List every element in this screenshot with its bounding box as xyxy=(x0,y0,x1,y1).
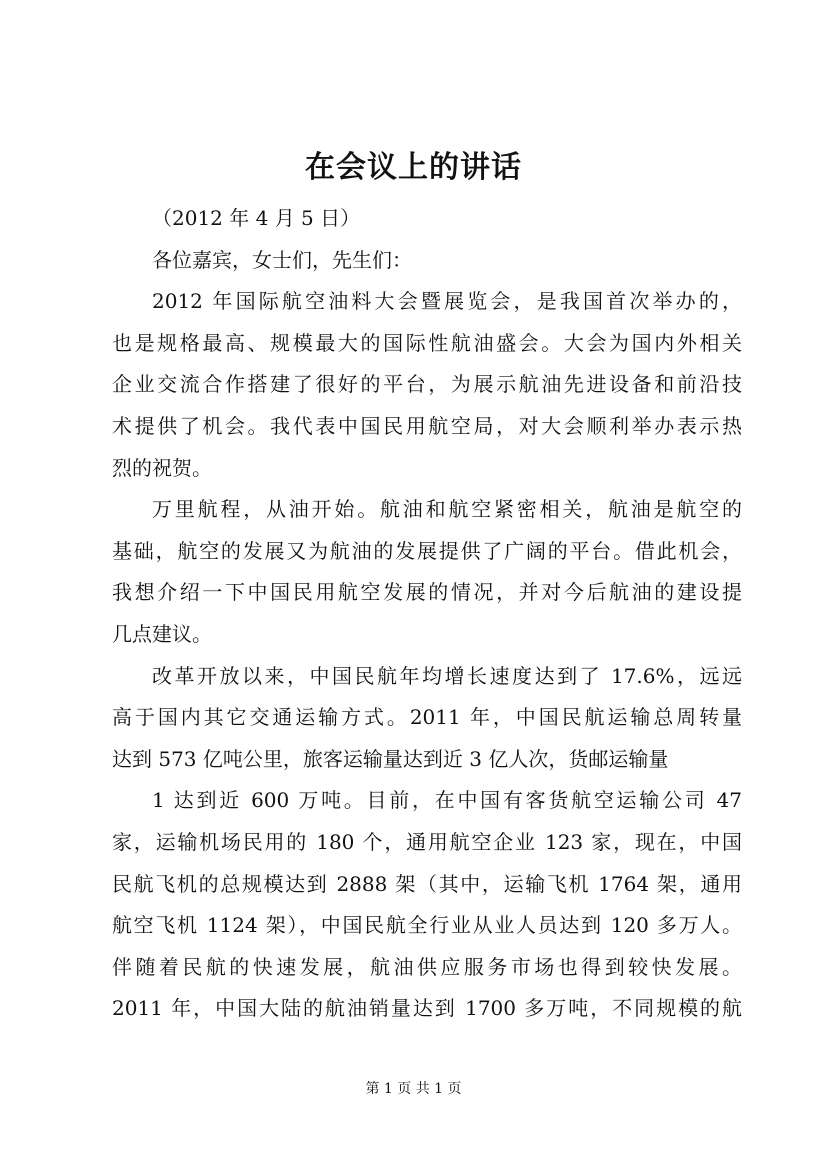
paragraph-4 xyxy=(112,780,742,1030)
paragraph-3 xyxy=(112,656,742,781)
paragraph-line: 民航飞机的总规模达到 2888 架（其中，运输飞机 1764 架，通用 xyxy=(112,871,742,896)
paragraph-line: 也是规格最高、规模最大的国际性航油盛会。大会为国内外相关 xyxy=(112,330,742,355)
paragraph-line: 改革开放以来，中国民航年均增长速度达到了 17.6%，远远 xyxy=(152,663,742,688)
salutation: 各位嘉宾，女士们，先生们： xyxy=(152,247,412,272)
paragraph-line: 家，运输机场民用的 180 个，通用航空企业 123 家，现在，中国 xyxy=(112,829,742,854)
document-title: 在会议上的讲话 xyxy=(305,150,522,185)
paragraph-line: 企业交流合作搭建了很好的平台，为展示航油先进设备和前沿技 xyxy=(112,372,742,397)
paragraph-line: 高于国内其它交通运输方式。2011 年，中国民航运输总周转量 xyxy=(112,705,742,730)
date-line: （2012 年 4 月 5 日） xyxy=(152,206,361,230)
paragraph-line: 达到 573 亿吨公里，旅客运输量达到近 3 亿人次，货邮运输量 xyxy=(112,746,669,771)
document-body xyxy=(112,198,742,1030)
paragraph-line: 几点建议。 xyxy=(112,621,212,646)
paragraph-line: 我想介绍一下中国民用航空发展的情况，并对今后航油的建设提 xyxy=(112,580,742,605)
paragraph-line: 2011 年，中国大陆的航油销量达到 1700 多万吨，不同规模的航 xyxy=(112,996,742,1021)
paragraph-line: 万里航程，从油开始。航油和航空紧密相关，航油是航空的 xyxy=(152,497,742,522)
paragraph-1 xyxy=(112,281,742,489)
page-footer: 第 1 页 共 1 页 xyxy=(365,1081,462,1097)
paragraph-line: 2012 年国际航空油料大会暨展览会，是我国首次举办的， xyxy=(152,289,742,314)
paragraph-line: 基础，航空的发展又为航油的发展提供了广阔的平台。借此机会， xyxy=(112,538,742,563)
paragraph-line: 伴随着民航的快速发展，航油供应服务市场也得到较快发展。 xyxy=(112,954,742,979)
paragraph-line: 航空飞机 1124 架），中国民航全行业从业人员达到 120 多万人。 xyxy=(112,913,742,938)
paragraph-2 xyxy=(112,489,742,655)
paragraph-line: 术提供了机会。我代表中国民用航空局，对大会顺利举办表示热 xyxy=(112,413,742,438)
paragraph-line: 烈的祝贺。 xyxy=(112,455,212,480)
paragraph-line: 1 达到近 600 万吨。目前，在中国有客货航空运输公司 47 xyxy=(152,788,742,813)
